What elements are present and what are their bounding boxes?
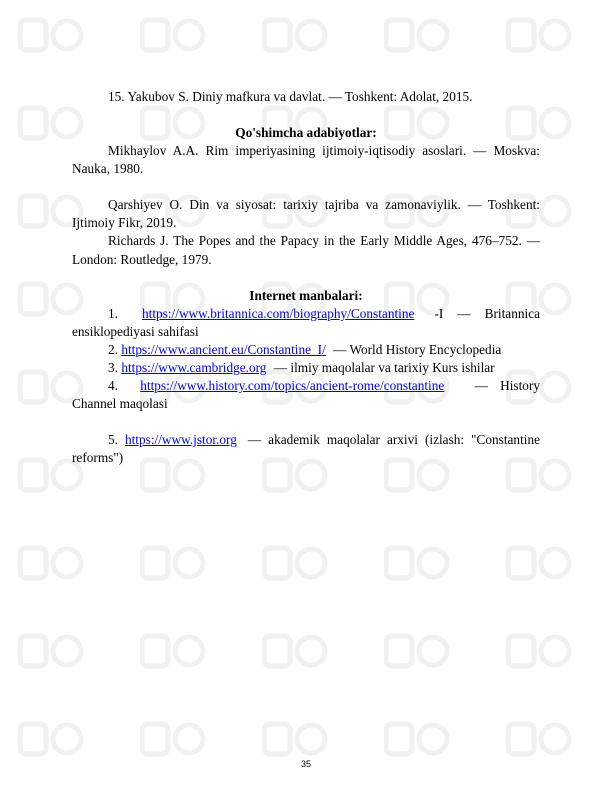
watermark-mark-icon: [506, 14, 576, 56]
watermark-mark-icon: [262, 718, 332, 760]
ancient-eu-link[interactable]: https://www.ancient.eu/Constantine_I/: [121, 341, 326, 357]
watermark-mark-icon: [262, 542, 332, 584]
jstor-link[interactable]: https://www.jstor.org: [124, 432, 237, 448]
watermark-mark-icon: [140, 718, 210, 760]
watermark-mark-icon: [384, 14, 454, 56]
watermark-mark-icon: [384, 718, 454, 760]
extra-literature-heading: Qo'shimcha adabiyotlar:: [235, 125, 377, 141]
link-number: 5.: [108, 432, 118, 448]
watermark-mark-icon: [18, 14, 88, 56]
britannica-link[interactable]: https://www.britannica.com/biography/Constantine: [142, 305, 415, 321]
link-number: 1.: [108, 305, 118, 321]
watermark-mark-icon: [140, 14, 210, 56]
extra-reference: Qarshiyev O. Din va siyosat: tarixiy tajriba va zamonaviylik. — Toshkent: Ijtimoiy Fikr, 2019.: [72, 197, 540, 231]
link-item: [72, 305, 540, 341]
history-com-link[interactable]: https://www.history.com/topics/ancient-rome/constantine: [140, 378, 445, 394]
document-page: [72, 88, 540, 467]
extra-reference: Mikhaylov A.A. Rim imperiyasining ijtimoiy-iqtisodiy asoslari. — Moskva: Nauka, 1980.: [72, 143, 540, 177]
watermark-mark-icon: [506, 718, 576, 760]
watermark-mark-icon: [18, 630, 88, 672]
link-number: 3.: [108, 359, 118, 375]
link-description: — akademik maqolalar arxivi (izlash: "Constantine reforms"): [72, 432, 541, 466]
internet-sources-heading: Internet manbalari:: [249, 287, 363, 303]
link-description-part: -I — Britannica: [434, 305, 540, 321]
link-description-continued: Channel maqolasi: [72, 396, 168, 412]
watermark-mark-icon: [384, 542, 454, 584]
watermark-mark-icon: [384, 630, 454, 672]
watermark-mark-icon: [18, 718, 88, 760]
reference-15: 15. Yakubov S. Diniy mafkura va davlat. — Toshkent: Adolat, 2015.: [108, 89, 473, 104]
extra-reference: Richards J. The Popes and the Papacy in the Early Middle Ages, 476–752. — London: Routledge, 1979.: [72, 233, 540, 267]
watermark-mark-icon: [506, 630, 576, 672]
link-description-part: — History: [474, 378, 541, 394]
watermark-mark-icon: [262, 630, 332, 672]
link-item: [72, 359, 540, 377]
link-description: — ilmiy maqolalar va tarixiy Kurs ishilar: [273, 359, 495, 375]
watermark-mark-icon: [140, 542, 210, 584]
link-description-continued: ensiklopediyasi sahifasi: [72, 323, 199, 339]
link-number: 2.: [108, 341, 118, 357]
watermark-mark-icon: [140, 630, 210, 672]
watermark-mark-icon: [18, 542, 88, 584]
page-number: 35: [300, 759, 311, 769]
watermark-mark-icon: [262, 14, 332, 56]
link-number: 4.: [108, 378, 118, 394]
watermark-mark-icon: [506, 542, 576, 584]
link-item: [72, 431, 540, 467]
link-item: [72, 341, 540, 359]
link-description: — World History Encyclopedia: [333, 341, 502, 357]
link-item: [72, 377, 540, 413]
cambridge-link[interactable]: https://www.cambridge.org: [121, 359, 267, 375]
